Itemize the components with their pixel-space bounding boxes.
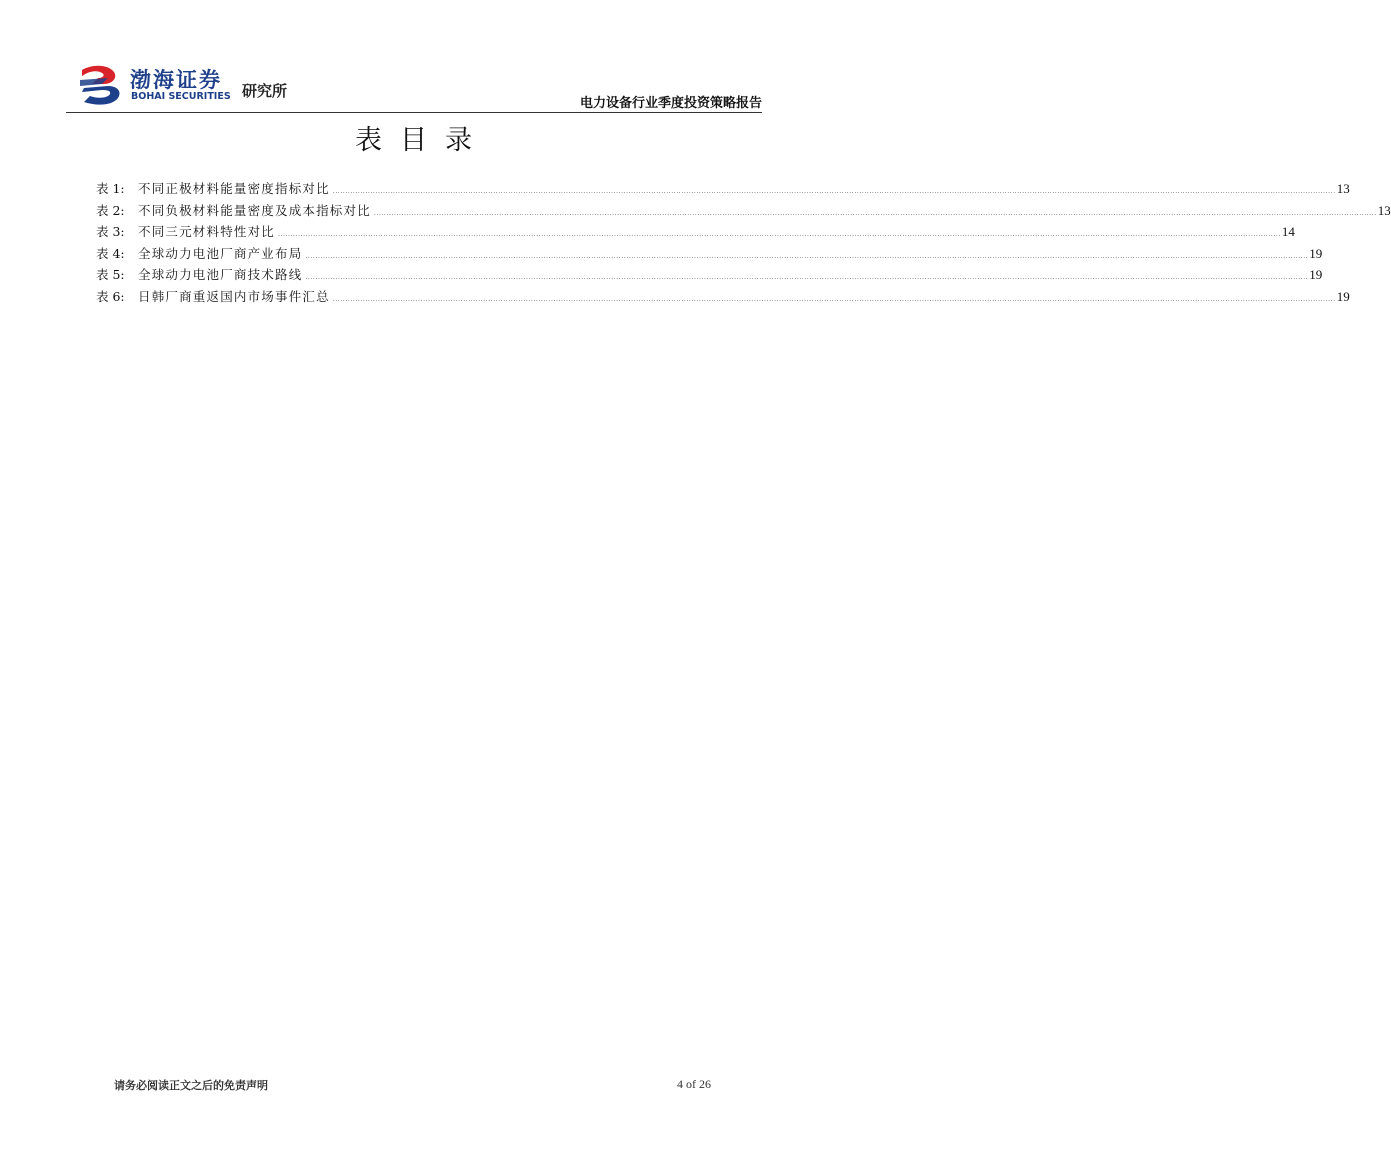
toc-leader-dots: ................................................................................................................................................................................................................................................................................................................................................................................................................ (373, 209, 1377, 217)
toc-leader-dots: ................................................................................................................................................................................................................................................................................................................................................................................................................ (305, 274, 1309, 282)
toc-leader-dots: ................................................................................................................................................................................................................................................................................................................................................................................................................ (332, 188, 1336, 195)
toc-leader-dots: ................................................................................................................................................................................................................................................................................................................................................................................................................ (332, 295, 1336, 303)
toc-entry-page[interactable]: 13 (1377, 202, 1391, 218)
table-of-tables (96, 178, 1391, 308)
toc-entry-page[interactable]: 19 (1309, 267, 1323, 283)
toc-entry-page[interactable]: 19 (1336, 288, 1350, 304)
toc-entry-title[interactable]: 全球动力电池厂商产业布局 (138, 245, 303, 261)
toc-entry-label: 表 6: (96, 288, 125, 304)
toc-entry[interactable] (96, 200, 1391, 222)
toc-entry-label: 表 4: (96, 245, 125, 261)
toc-entry-label: 表 5: (96, 267, 125, 283)
toc-entry-page[interactable]: 19 (1309, 245, 1323, 261)
toc-entry[interactable] (96, 221, 1295, 243)
page-header (66, 58, 762, 114)
toc-entry-title[interactable]: 不同三元材料特性对比 (138, 224, 276, 240)
toc-entry-title[interactable]: 日韩厂商重返国内市场事件汇总 (138, 288, 330, 304)
toc-entry-label: 表 1: (96, 181, 125, 196)
bohai-logo-icon (78, 62, 124, 108)
disclaimer-note: 请务必阅读正文之后的免责声明 (114, 1079, 268, 1092)
institute-label: 研究所 (242, 82, 288, 100)
toc-entry[interactable] (96, 178, 1350, 200)
logo-en-text: BOHAI SECURITIES (131, 91, 231, 102)
bohai-logo (78, 62, 328, 110)
toc-entry-title[interactable]: 不同负极材料能量密度及成本指标对比 (138, 202, 371, 218)
page-number: 4 of 26 (677, 1077, 711, 1091)
toc-leader-dots: ................................................................................................................................................................................................................................................................................................................................................................................................................ (305, 252, 1309, 260)
header-divider (66, 112, 762, 113)
toc-entry-label: 表 2: (96, 202, 125, 218)
toc-entry[interactable] (96, 264, 1323, 286)
logo-cn-text: 渤海证券 (130, 67, 222, 92)
toc-entry-label: 表 3: (96, 224, 125, 240)
report-title: 电力设备行业季度投资策略报告 (579, 96, 762, 111)
toc-entry-page[interactable]: 13 (1336, 181, 1350, 196)
toc-entry-page[interactable]: 14 (1281, 224, 1295, 240)
toc-entry-title[interactable]: 全球动力电池厂商技术路线 (138, 267, 303, 283)
toc-leader-dots: ................................................................................................................................................................................................................................................................................................................................................................................................................ (278, 231, 1281, 239)
toc-entry[interactable] (96, 243, 1323, 265)
toc-entry[interactable] (96, 286, 1350, 308)
toc-title: 表目录 (355, 125, 490, 156)
toc-entry-title[interactable]: 不同正极材料能量密度指标对比 (138, 181, 330, 196)
